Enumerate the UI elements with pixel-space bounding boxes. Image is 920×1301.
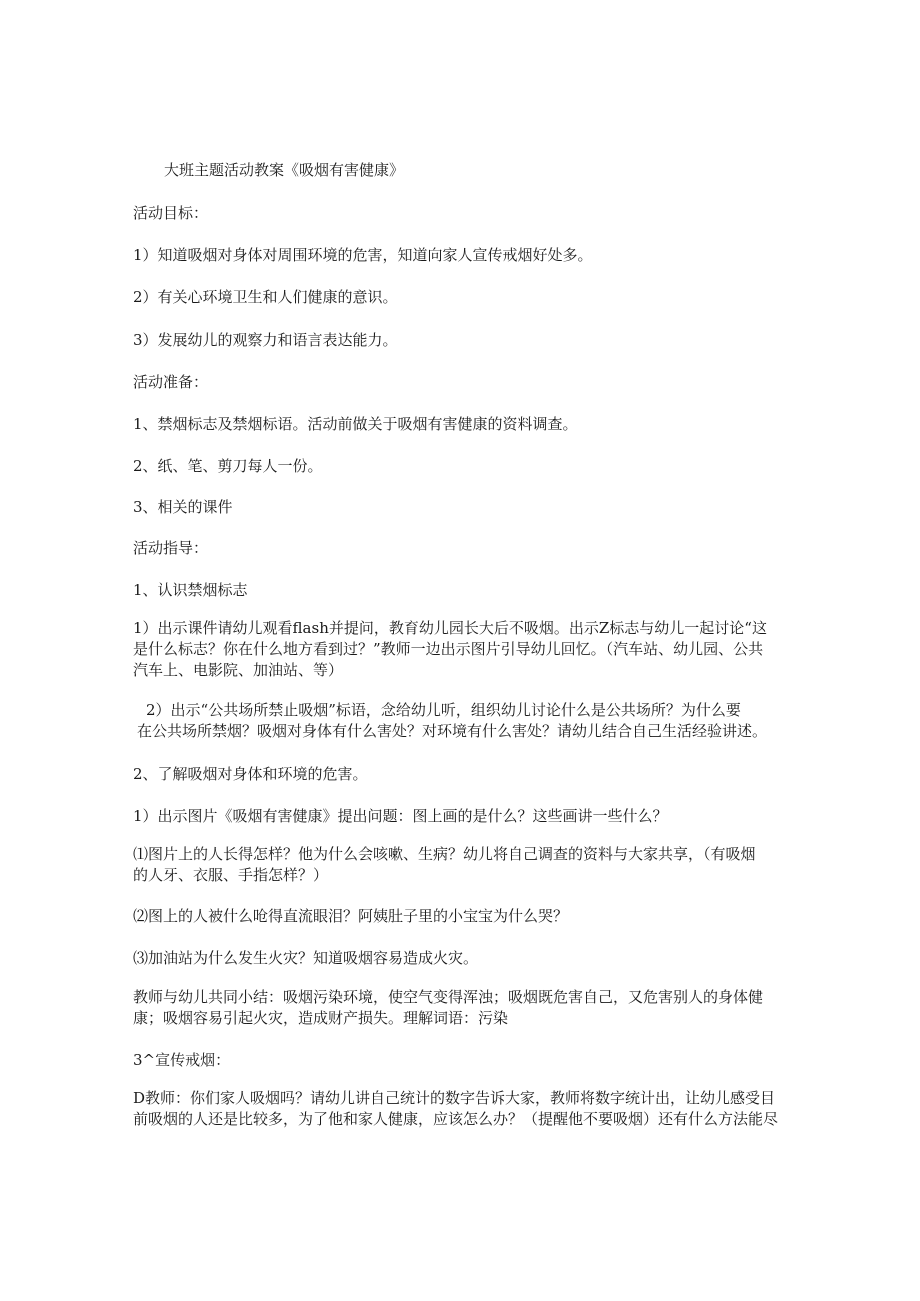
text-line: 汽车上、电影院、加油站、等） <box>133 661 344 679</box>
section-heading-goals: 活动目标： <box>133 204 209 222</box>
section-heading-promotion: 3^宣传戒烟： <box>133 1051 231 1069</box>
text-line: 2）出示“公共场所禁止吸烟”标语，念给幼儿听，组织幼儿讨论什么是公共场所？为什么要 <box>146 701 741 719</box>
text-line: 教师与幼儿共同小结：吸烟污染环境，使空气变得浑浊；吸烟既危害自己，又危害别人的身体健 <box>133 988 764 1006</box>
section-heading-guidance: 活动指导： <box>133 539 209 557</box>
text-line: 1、禁烟标志及禁烟标语。活动前做关于吸烟有害健康的资料调查。 <box>133 415 578 433</box>
text-line: 3）发展幼儿的观察力和语言表达能力。 <box>133 331 398 349</box>
text-line: 的人牙、衣服、手指怎样？） <box>133 866 329 884</box>
document-title: 大班主题活动教案《吸烟有害健康》 <box>164 161 405 179</box>
text-line: 在公共场所禁烟？吸烟对身体有什么害处？对环境有什么害处？请幼儿结合自己生活经验讲述。 <box>137 722 768 740</box>
text-line: D教师：你们家人吸烟吗？请幼儿讲自己统计的数字告诉大家，教师将数字统计出，让幼儿感受目 <box>133 1089 776 1107</box>
text-line: ⑶加油站为什么发生火灾？知道吸烟容易造成火灾。 <box>133 949 479 967</box>
text-line: 康；吸烟容易引起火灾，造成财产损失。理解词语：污染 <box>133 1009 509 1027</box>
text-line: 1）出示图片《吸烟有害健康》提出问题：图上画的是什么？这些画讲一些什么？ <box>133 807 668 825</box>
text-line: 1）出示课件请幼儿观看flash并提问，教育幼儿园长大后不吸烟。出示Z标志与幼儿一起讨论“这 <box>133 619 767 637</box>
text-line: 2、纸、笔、剪刀每人一份。 <box>133 457 323 475</box>
text-line: 2）有关心环境卫生和人们健康的意识。 <box>133 288 398 306</box>
text-line: ⑴图片上的人长得怎样？他为什么会咳嗽、生病？幼儿将自己调查的资料与大家共享，（有吸烟 <box>133 845 756 863</box>
text-line: 1）知道吸烟对身体对周围环境的危害，知道向家人宣传戒烟好处多。 <box>133 246 593 264</box>
text-line: 前吸烟的人还是比较多，为了他和家人健康，应该怎么办？（提醒他不要吸烟）还有什么方法能尽 <box>133 1110 779 1128</box>
text-line: 2、了解吸烟对身体和环境的危害。 <box>133 765 368 783</box>
text-line: 1、认识禁烟标志 <box>133 581 248 599</box>
text-line: 是什么标志？你在什么地方看到过？”教师一边出示图片引导幼儿回忆。（汽车站、幼儿园、公共 <box>133 640 764 658</box>
section-heading-preparation: 活动准备： <box>133 373 209 391</box>
text-line: ⑵图上的人被什么呛得直流眼泪？阿姨肚子里的小宝宝为什么哭？ <box>133 907 569 925</box>
text-line: 3、相关的课件 <box>133 498 233 516</box>
